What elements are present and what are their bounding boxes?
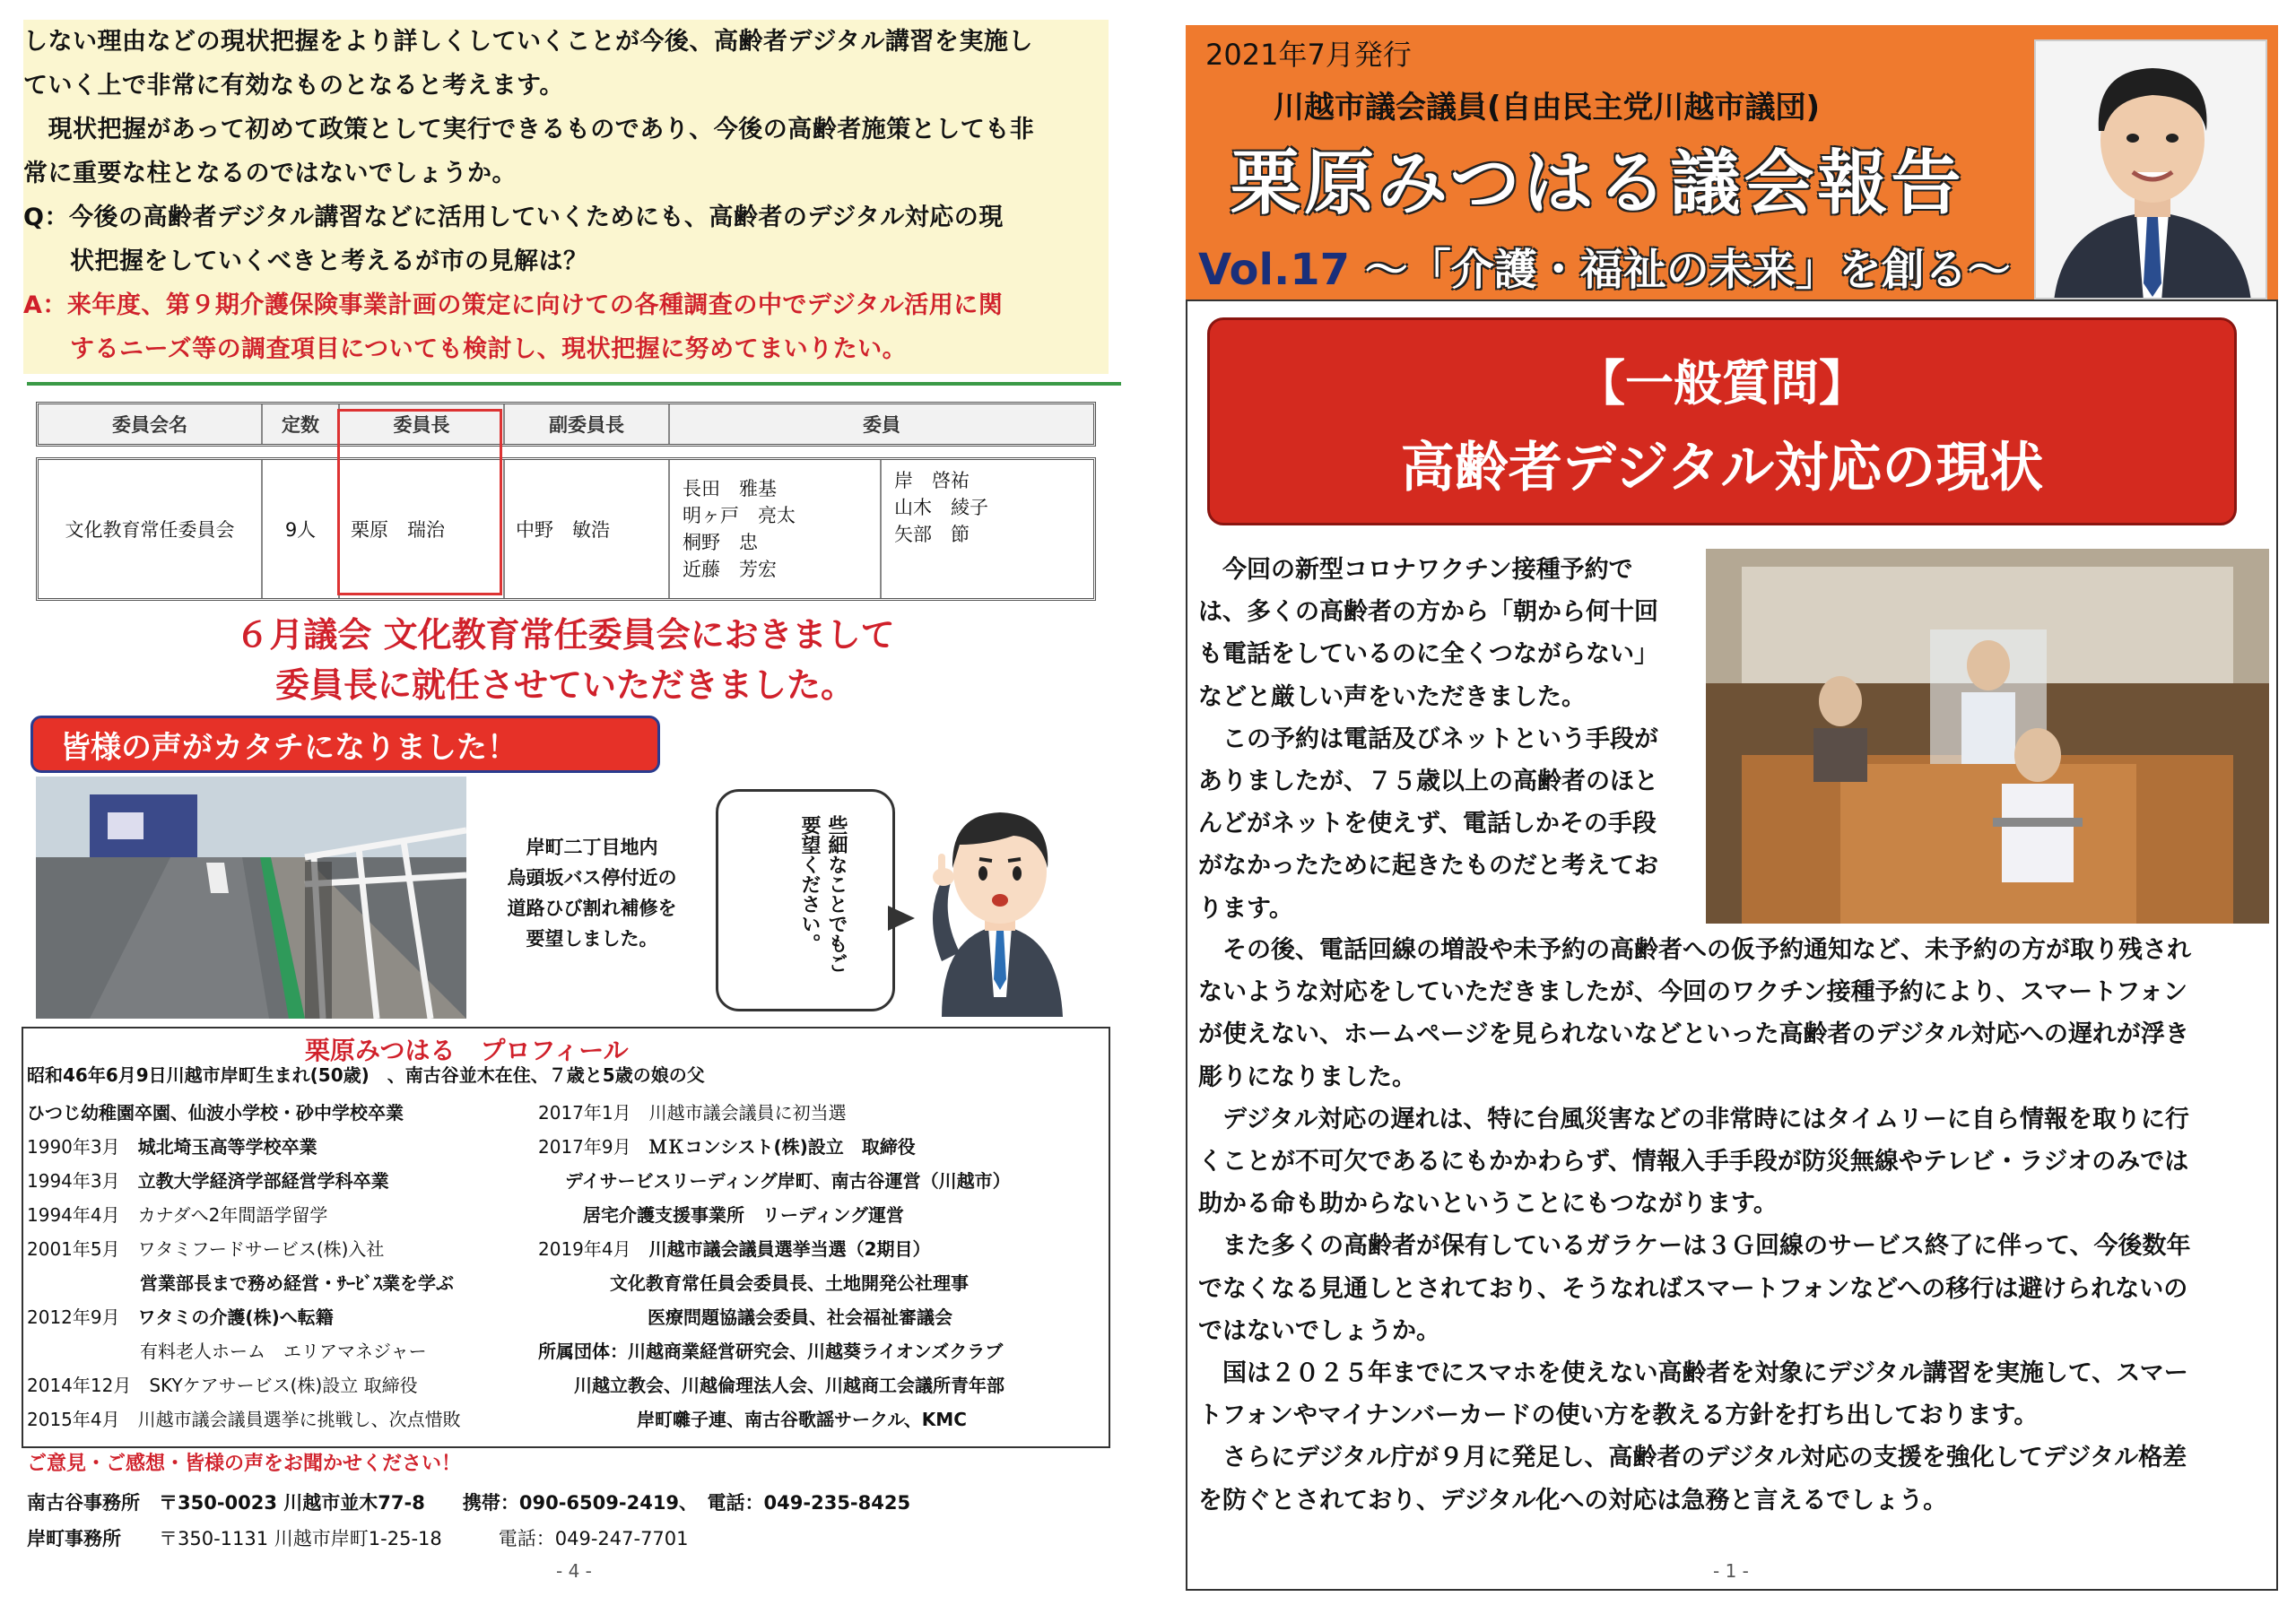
profile-entry: 営業部長まで務め経営・ｻｰﾋﾞｽ業を学ぶ bbox=[140, 1272, 454, 1294]
article-line: ります。 bbox=[1198, 894, 1293, 923]
opinion-request: ご意見・ご感想・皆様の声をお聞かせください！ bbox=[27, 1453, 462, 1475]
volume-subtitle bbox=[1198, 235, 2011, 297]
road-photo-drawing bbox=[36, 777, 466, 1019]
businessman-drawing bbox=[906, 782, 1094, 1017]
profile-entry: 1994年4月 カナダへ2年間語学留学 bbox=[27, 1204, 328, 1226]
profile-entry: 1990年3月 城北埼玉高等学校卒業 bbox=[27, 1136, 317, 1158]
article-line: デジタル対応の遅れは、特に台風災害などの非常時にはタイムリーに自ら情報を取りに行 bbox=[1198, 1105, 2189, 1133]
profile-entry: 医療問題協議会委員、社会福祉審議会 bbox=[648, 1306, 952, 1328]
article-line: 彫りになりました。 bbox=[1198, 1063, 1416, 1091]
header-vice-chair: 副委員長 bbox=[505, 404, 670, 444]
volume-number: Vol.17 bbox=[1198, 245, 1350, 295]
profile-title: 栗原みつはる プロフィール bbox=[305, 1036, 629, 1065]
divider bbox=[27, 382, 1121, 386]
article-line: その後、電話回線の増設や未予約の高齢者への仮予約通知など、未予約の方が取り残され bbox=[1198, 936, 2191, 964]
office-minamifuruya: 南古谷事務所 〒350-0023 川越市並木77-8 携帯：090-6509-2419、 電話：049-235-8425 bbox=[27, 1492, 911, 1514]
banner-label: 【一般質問】 bbox=[1577, 355, 1867, 412]
profile-entry: 2001年5月 ワタミフードサービス(株)入社 bbox=[27, 1238, 385, 1260]
qa-line: ていく上で非常に有効なものとなると考えます。 bbox=[23, 72, 564, 100]
speech-bubble: 些細なことでもご要望ください。 bbox=[716, 789, 895, 1011]
article-line: は、多くの高齢者の方から「朝から何十回 bbox=[1198, 598, 1658, 627]
page-number: - 1 - bbox=[1713, 1560, 1749, 1582]
member: 矢部 節 bbox=[894, 524, 970, 545]
answer-line: A：来年度、第９期介護保険事業計画の策定に向けての各種調査の中でデジタル活用に関 bbox=[23, 291, 1004, 319]
table-header bbox=[36, 402, 1096, 447]
member: 近藤 芳宏 bbox=[683, 559, 777, 580]
profile-entry: 川越立教会、川越倫理法人会、川越商工会議所青年部 bbox=[574, 1375, 1004, 1396]
header-committee: 委員会名 bbox=[39, 404, 263, 444]
question-banner bbox=[1207, 317, 2237, 525]
committee-table bbox=[36, 402, 1096, 601]
qa-section bbox=[23, 20, 1109, 374]
assembly-photo bbox=[1706, 549, 2269, 924]
profile-entry: デイサービスリーディング岸町、南古谷運営（川越市） bbox=[565, 1170, 1011, 1192]
road-repair-photo bbox=[36, 777, 466, 1019]
article-line: などと厳しい声をいただきました。 bbox=[1198, 682, 1586, 711]
qa-line: しない理由などの現状把握をより詳しくしていくことが今後、高齢者デジタル講習を実施し bbox=[23, 28, 1033, 56]
assembly-drawing bbox=[1706, 549, 2269, 924]
article-line: ではないでしょうか。 bbox=[1198, 1316, 1440, 1345]
profile-intro: 昭和46年6月9日川越市岸町生まれ(50歳) 、南古谷並木在住、７歳と5歳の娘の父 bbox=[27, 1064, 705, 1086]
article-line: ありましたが、７５歳以上の高齢者のほと bbox=[1198, 768, 1658, 796]
profile-entry: 2012年9月 ワタミの介護(株)へ転籍 bbox=[27, 1306, 334, 1328]
article-body-wide bbox=[1198, 929, 2266, 1522]
chair-notice bbox=[36, 610, 1094, 710]
subtitle: ～「介護・福祉の未来」を創る～ bbox=[1364, 245, 2011, 295]
committee-chair: 栗原 瑞治 bbox=[340, 460, 505, 598]
affiliation: 川越市議会議員(自由民主党川越市議団) bbox=[1274, 90, 1821, 126]
profile-entry: 所属団体：川越商業経営研究会、川越葵ライオンズクラブ bbox=[538, 1341, 1004, 1362]
caption-line: 烏頭坂バス停付近の bbox=[507, 867, 677, 889]
header-chair: 委員長 bbox=[340, 404, 505, 444]
article-line: も電話をしているのに全くつながらない」 bbox=[1198, 640, 1658, 669]
article-line: 助かる命も助からないということにもつながります。 bbox=[1198, 1190, 1778, 1219]
article-line: また多くの高齢者が保有しているガラケーは３Ｇ回線のサービス終了に伴って、今後数年 bbox=[1198, 1232, 2191, 1261]
answer-line: するニーズ等の調査項目についても検討し、現状把握に努めてまいりたい。 bbox=[70, 335, 908, 363]
article-line: がなかったために起きたものだと考えてお bbox=[1198, 852, 1658, 881]
councilor-portrait bbox=[2034, 39, 2267, 299]
profile-entry: 1994年3月 立教大学経済学部経営学科卒業 bbox=[27, 1170, 389, 1192]
article-line: トフォンやマイナンバーカードの使い方を教える方針を打ち出しております。 bbox=[1198, 1402, 2039, 1430]
notice-line: ６月議会 文化教育常任委員会におきまして bbox=[235, 615, 895, 655]
member: 明ヶ戸 亮太 bbox=[683, 505, 796, 526]
page-number: - 4 - bbox=[556, 1560, 592, 1582]
member: 長田 雅基 bbox=[683, 478, 777, 499]
caption-line: 道路ひび割れ補修を bbox=[507, 898, 677, 919]
office-kishimachi: 岸町事務所 〒350-1131 川越市岸町1-25-18 電話：049-247-7701 bbox=[27, 1528, 689, 1549]
article-line: 今回の新型コロナワクチン接種予約で bbox=[1198, 556, 1633, 584]
members-col1 bbox=[670, 460, 882, 598]
caption-line: 要望しました。 bbox=[526, 928, 658, 950]
members-col2 bbox=[882, 460, 1093, 598]
issue-date: 2021年7月発行 bbox=[1205, 38, 1412, 72]
article-line: を防ぐとされており、デジタル化への対応は急務と言えるでしょう。 bbox=[1198, 1486, 1948, 1515]
article-body-narrow bbox=[1198, 549, 1700, 930]
profile-entry: ひつじ幼稚園卒園、仙波小学校・砂中学校卒業 bbox=[27, 1102, 404, 1124]
profile-entry: 2017年1月 川越市議会議員に初当選 bbox=[538, 1102, 847, 1124]
profile-entry: 有料老人ホーム エリアマネジャー bbox=[140, 1341, 427, 1362]
qa-line: 常に重要な柱となるのではないでしょうか。 bbox=[23, 160, 517, 187]
profile-entry: 2017年9月 ＭＫコンシスト(株)設立 取締役 bbox=[538, 1136, 916, 1158]
article-line: 国は２０２５年までにスマホを使えない高齢者を対象にデジタル講習を実施して、スマー bbox=[1198, 1359, 2188, 1388]
qa-line: 現状把握があって初めて政策として実行できるものであり、今後の高齢者施策としても非 bbox=[23, 116, 1035, 143]
article-line: ないような対応をしていただきましたが、今回のワクチン接種予約により、スマートフォン bbox=[1198, 978, 2187, 1007]
article-line: くことが不可欠であるにもかかわらず、情報入手手段が防災無線やテレビ・ラジオのみでは bbox=[1198, 1148, 2189, 1176]
article-line: この予約は電話及びネットという手段が bbox=[1198, 725, 1658, 753]
member: 山木 綾子 bbox=[894, 497, 988, 518]
profile-entry: 文化教育常任員会委員長、土地開発公社理事 bbox=[610, 1272, 969, 1294]
member: 桐野 忠 bbox=[683, 532, 758, 553]
profile-entry: 2019年4月 川越市議会議員選挙当選（2期目） bbox=[538, 1238, 931, 1260]
notice-line: 委員長に就任させていただきました。 bbox=[274, 665, 855, 705]
caption-line: 岸町二丁目地内 bbox=[526, 837, 658, 858]
committee-name: 文化教育常任委員会 bbox=[39, 460, 263, 598]
question-line: Q：今後の高齢者デジタル講習などに活用していくためにも、高齢者のデジタル対応の現 bbox=[23, 204, 1004, 231]
article-line: んどがネットを使えず、電話しかその手段 bbox=[1198, 810, 1657, 838]
header-seats: 定数 bbox=[263, 404, 340, 444]
article-line: が使えない、ホームページを見られないなどといった高齢者のデジタル対応への遅れが浮き bbox=[1198, 1020, 2189, 1049]
committee-seats: 9人 bbox=[263, 460, 340, 598]
portrait-drawing bbox=[2036, 41, 2267, 299]
voice-banner: 皆様の声がカタチになりました！ bbox=[30, 716, 660, 773]
header-members: 委員 bbox=[863, 414, 900, 436]
member: 岸 啓祐 bbox=[894, 470, 970, 491]
road-caption bbox=[484, 832, 700, 954]
newsletter-title: 栗原みつはる議会報告 bbox=[1231, 143, 1965, 224]
chair-highlight-frame bbox=[337, 409, 502, 595]
profile-entry: 居宅介護支援事業所 リーディング運営 bbox=[583, 1204, 904, 1226]
table-row bbox=[36, 457, 1096, 601]
committee-vice-chair: 中野 敏浩 bbox=[505, 460, 670, 598]
article-line: でなくなる見通しとされており、そうなればスマートフォンなどへの移行は避けられないの bbox=[1198, 1274, 2188, 1303]
profile-entry: 2015年4月 川越市議会議員選挙に挑戦し、次点惜敗 bbox=[27, 1409, 461, 1430]
profile-entry: 2014年12月 SKYケアサービス(株)設立 取締役 bbox=[27, 1375, 418, 1396]
article-line: さらにデジタル庁が９月に発足し、高齢者のデジタル対応の支援を強化してデジタル格差 bbox=[1198, 1444, 2187, 1472]
question-line: 状把握をしていくべきと考えるが市の見解は？ bbox=[70, 247, 588, 275]
profile-entry: 岸町囃子連、南古谷歌謡サークル、KMC bbox=[637, 1409, 967, 1430]
businessman-illustration bbox=[906, 782, 1094, 1017]
banner-topic: 高齢者デジタル対応の現状 bbox=[1400, 437, 2044, 499]
